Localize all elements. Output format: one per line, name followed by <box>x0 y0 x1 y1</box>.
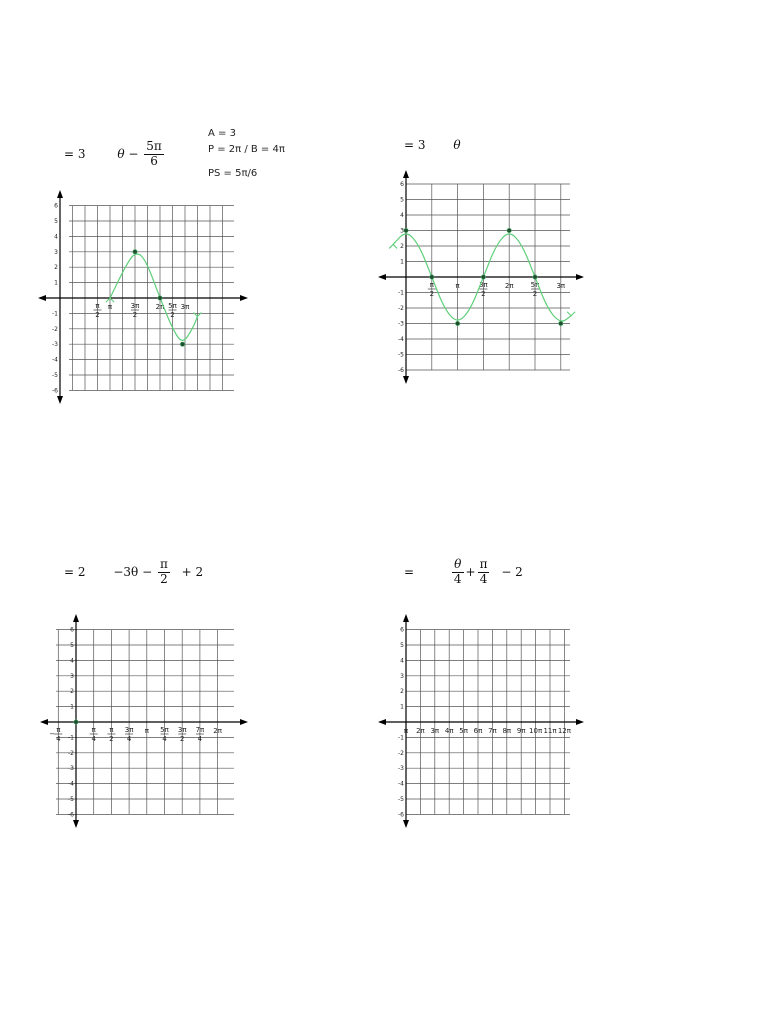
x-axis-arrow-right <box>240 295 248 301</box>
x-tick-label-fraction <box>178 726 187 743</box>
x-tick-labels <box>49 726 222 743</box>
y-tick-label: 4 <box>54 233 58 241</box>
x-tick-label: 7π <box>488 727 497 735</box>
axes <box>380 616 582 826</box>
equation-4 <box>404 558 523 587</box>
equation-3-fraction-den: 2 <box>160 571 168 586</box>
equation-4-fraction-1-den: 4 <box>453 571 462 586</box>
graph-1 <box>36 190 250 400</box>
x-tick-label: π <box>107 303 113 311</box>
x-tick-label-fraction <box>531 281 540 298</box>
y-tick-label: 1 <box>70 703 74 711</box>
x-tick-label-numerator: 3π <box>479 281 488 289</box>
x-tick-label: 11π <box>543 727 557 735</box>
equation-2 <box>404 138 461 152</box>
x-tick-label-numerator: π <box>429 281 434 289</box>
y-tick-label: -4 <box>52 356 58 364</box>
y-tick-label: 4 <box>400 657 404 665</box>
x-tick-label-fraction <box>94 302 102 319</box>
key-point <box>507 228 511 232</box>
y-tick-label: -3 <box>68 765 74 773</box>
x-tick-label: 2π <box>504 282 514 290</box>
y-tick-label: -1 <box>68 734 74 742</box>
y-tick-label: -4 <box>398 780 404 788</box>
y-axis-arrow-up <box>73 614 79 622</box>
x-axis-arrow-left <box>38 295 46 301</box>
y-axis-arrow-up <box>403 170 409 178</box>
y-tick-label: -2 <box>68 749 74 757</box>
y-tick-label: -6 <box>68 811 74 819</box>
y-tick-label: 5 <box>70 642 74 649</box>
key-point <box>180 342 184 346</box>
equation-3-inner: −3θ − <box>113 564 156 579</box>
y-tick-label: -2 <box>52 325 58 333</box>
y-tick-label: -5 <box>398 351 404 359</box>
equation-1-minus: − <box>124 146 143 161</box>
y-tick-label: -3 <box>398 320 404 328</box>
note-amplitude: A = 3 <box>208 128 236 139</box>
axes <box>40 192 246 402</box>
x-tick-label-fraction <box>160 726 169 743</box>
y-tick-label: 2 <box>70 688 74 696</box>
equation-2-lead: = 3 <box>404 138 426 152</box>
x-tick-label: 10π <box>529 727 543 735</box>
curve-arrow-end <box>567 312 575 316</box>
equation-3 <box>64 558 203 587</box>
key-point <box>533 275 537 279</box>
x-tick-label-numerator: 5π <box>530 281 540 289</box>
y-tick-label: -5 <box>398 796 404 803</box>
x-tick-label: 2π <box>416 727 425 735</box>
x-tick-label: 4π <box>444 727 454 735</box>
y-tick-label: 1 <box>400 258 404 266</box>
x-tick-labels <box>404 727 572 735</box>
x-tick-label-denominator: 2 <box>532 290 538 298</box>
y-tick-label: 1 <box>54 279 58 287</box>
axis-arrowheads <box>38 190 248 404</box>
y-axis-arrow-up <box>57 190 63 198</box>
x-tick-labels <box>94 302 191 319</box>
y-tick-label: 4 <box>400 212 404 219</box>
equation-3-tail: + 2 <box>181 564 204 579</box>
equation-4-lead: = <box>404 564 415 579</box>
axis-arrowheads <box>378 614 584 828</box>
y-tick-label: 6 <box>70 626 74 634</box>
x-tick-label: 2π <box>155 303 165 311</box>
equation-4-fraction-2-num: π <box>479 557 488 571</box>
x-tick-label-denominator: 4 <box>126 735 132 743</box>
y-axis-arrow-down <box>403 376 409 384</box>
equation-1-fraction-den: 6 <box>150 153 158 168</box>
x-tick-label: π <box>144 727 149 735</box>
x-tick-label: 9π <box>516 727 526 735</box>
x-tick-label: 5π <box>459 727 468 735</box>
x-tick-label: π <box>455 282 460 290</box>
y-tick-label: -4 <box>398 336 404 343</box>
y-tick-label: 5 <box>400 196 404 204</box>
x-tick-label-numerator: π <box>95 302 100 310</box>
y-tick-label: -4 <box>68 780 74 788</box>
note-period: P = 2π / B = 4π <box>208 144 285 155</box>
equation-1 <box>64 140 166 169</box>
x-tick-label-numerator: 7π <box>195 726 205 734</box>
x-tick-label-denominator: 2 <box>179 735 185 743</box>
y-tick-label: -5 <box>52 372 58 379</box>
y-tick-label: 3 <box>70 672 74 680</box>
equation-3-fraction-num: π <box>159 557 168 571</box>
x-tick-label-fraction <box>90 726 98 743</box>
x-tick-label-denominator: 2 <box>429 290 435 298</box>
x-tick-label-denominator: 2 <box>170 311 175 319</box>
x-tick-label-fraction <box>49 726 62 743</box>
note-phase-shift: PS = 5π/6 <box>208 168 258 179</box>
x-tick-label: 8π <box>502 727 512 735</box>
x-tick-label: 3π <box>556 282 566 290</box>
y-tick-label: -3 <box>52 341 58 349</box>
x-tick-label-fraction <box>125 726 134 743</box>
y-tick-label: 3 <box>400 227 404 235</box>
key-point <box>158 296 162 300</box>
x-tick-label-denominator: 2 <box>481 290 486 298</box>
curve-arrow-start <box>389 244 397 248</box>
key-point <box>430 275 434 279</box>
x-tick-label-denominator: 2 <box>109 735 114 743</box>
x-tick-label-denominator: 4 <box>56 735 61 743</box>
equation-1-fraction-num: 5π <box>146 139 162 153</box>
y-tick-label: -5 <box>68 796 74 803</box>
equation-4-fraction-2 <box>478 558 490 587</box>
equation-1-lead: = 3 <box>64 146 86 161</box>
x-tick-label-denominator: 4 <box>197 735 203 743</box>
y-tick-label: 5 <box>400 642 404 649</box>
x-tick-label: π <box>403 727 409 735</box>
y-tick-label: -1 <box>398 734 404 742</box>
y-tick-label: -6 <box>52 387 58 395</box>
equation-4-tail: − 2 <box>501 564 523 579</box>
x-tick-label-numerator: π <box>91 726 96 734</box>
y-tick-label: -2 <box>398 749 404 757</box>
y-tick-label: 4 <box>70 657 74 665</box>
x-tick-label: 12π <box>557 727 571 735</box>
key-point <box>559 321 563 325</box>
equation-1-fraction <box>144 140 164 169</box>
x-tick-label-numerator: 3π <box>124 726 134 734</box>
x-tick-label-fraction <box>168 302 177 319</box>
key-point <box>481 275 485 279</box>
equation-4-fraction-2-den: 4 <box>479 571 488 586</box>
key-point <box>74 720 78 724</box>
equation-3-lead: = 2 <box>64 564 86 579</box>
x-tick-label-numerator: 3π <box>130 302 140 310</box>
x-tick-label-denominator: 2 <box>132 311 138 319</box>
x-tick-label: 3π <box>180 303 190 311</box>
y-tick-label: -1 <box>52 310 58 318</box>
x-axis-arrow-right <box>576 719 584 725</box>
x-tick-label-denominator: 2 <box>95 311 100 319</box>
y-tick-label: 3 <box>54 248 58 256</box>
x-tick-label: 3π <box>430 727 440 735</box>
x-tick-label: 6π <box>473 727 483 735</box>
y-tick-label: 2 <box>54 264 58 272</box>
y-tick-label: 6 <box>400 626 404 634</box>
y-tick-label: -1 <box>398 289 404 297</box>
x-axis-arrow-right <box>240 719 248 725</box>
x-axis-arrow-left <box>378 274 386 280</box>
graph-4 <box>376 614 588 830</box>
x-tick-label-numerator: 5π <box>168 302 177 310</box>
equation-1-var: θ <box>117 146 125 161</box>
y-axis-arrow-up <box>403 614 409 622</box>
x-tick-label-numerator: π <box>56 726 61 734</box>
x-axis-arrow-left <box>378 719 386 725</box>
x-axis-arrow-right <box>576 274 584 280</box>
y-tick-label: -2 <box>398 305 404 312</box>
equation-2-var: θ <box>453 138 461 152</box>
x-tick-label-fraction <box>196 726 205 743</box>
y-axis-arrow-down <box>57 396 63 404</box>
equation-4-fraction-1-num: θ <box>452 558 464 573</box>
graph-3 <box>38 614 250 830</box>
x-tick-label-numerator: 5π <box>160 726 169 734</box>
x-tick-label-numerator: 3π <box>177 726 187 734</box>
x-tick-labels <box>428 281 566 298</box>
y-tick-label: 5 <box>54 218 58 225</box>
graph-2 <box>376 170 586 386</box>
y-tick-label: -6 <box>398 811 404 819</box>
x-tick-label-fraction <box>131 302 140 319</box>
equation-4-fraction-1 <box>452 558 464 587</box>
x-tick-label: 2π <box>213 727 222 735</box>
y-tick-label: 1 <box>400 703 404 711</box>
key-point <box>133 250 137 254</box>
x-tick-label-fraction <box>107 726 115 743</box>
y-axis-arrow-down <box>403 820 409 828</box>
y-tick-label: -6 <box>398 367 404 374</box>
x-tick-label-denominator: 4 <box>91 735 96 743</box>
y-tick-label: 2 <box>400 243 404 250</box>
y-tick-label: 2 <box>400 688 404 696</box>
y-tick-label: -3 <box>398 765 404 773</box>
y-tick-label: 6 <box>400 181 404 188</box>
x-tick-label-denominator: 4 <box>162 735 167 743</box>
y-tick-label: 6 <box>54 202 58 210</box>
x-tick-label-numerator: π <box>109 726 114 734</box>
equation-4-plus: + <box>465 564 476 579</box>
y-axis-arrow-down <box>73 820 79 828</box>
x-tick-label-sign: − <box>49 730 56 738</box>
x-axis-arrow-left <box>40 719 48 725</box>
key-point <box>455 321 459 325</box>
y-tick-label: 3 <box>400 672 404 680</box>
key-point <box>404 228 408 232</box>
equation-3-fraction <box>158 558 170 587</box>
